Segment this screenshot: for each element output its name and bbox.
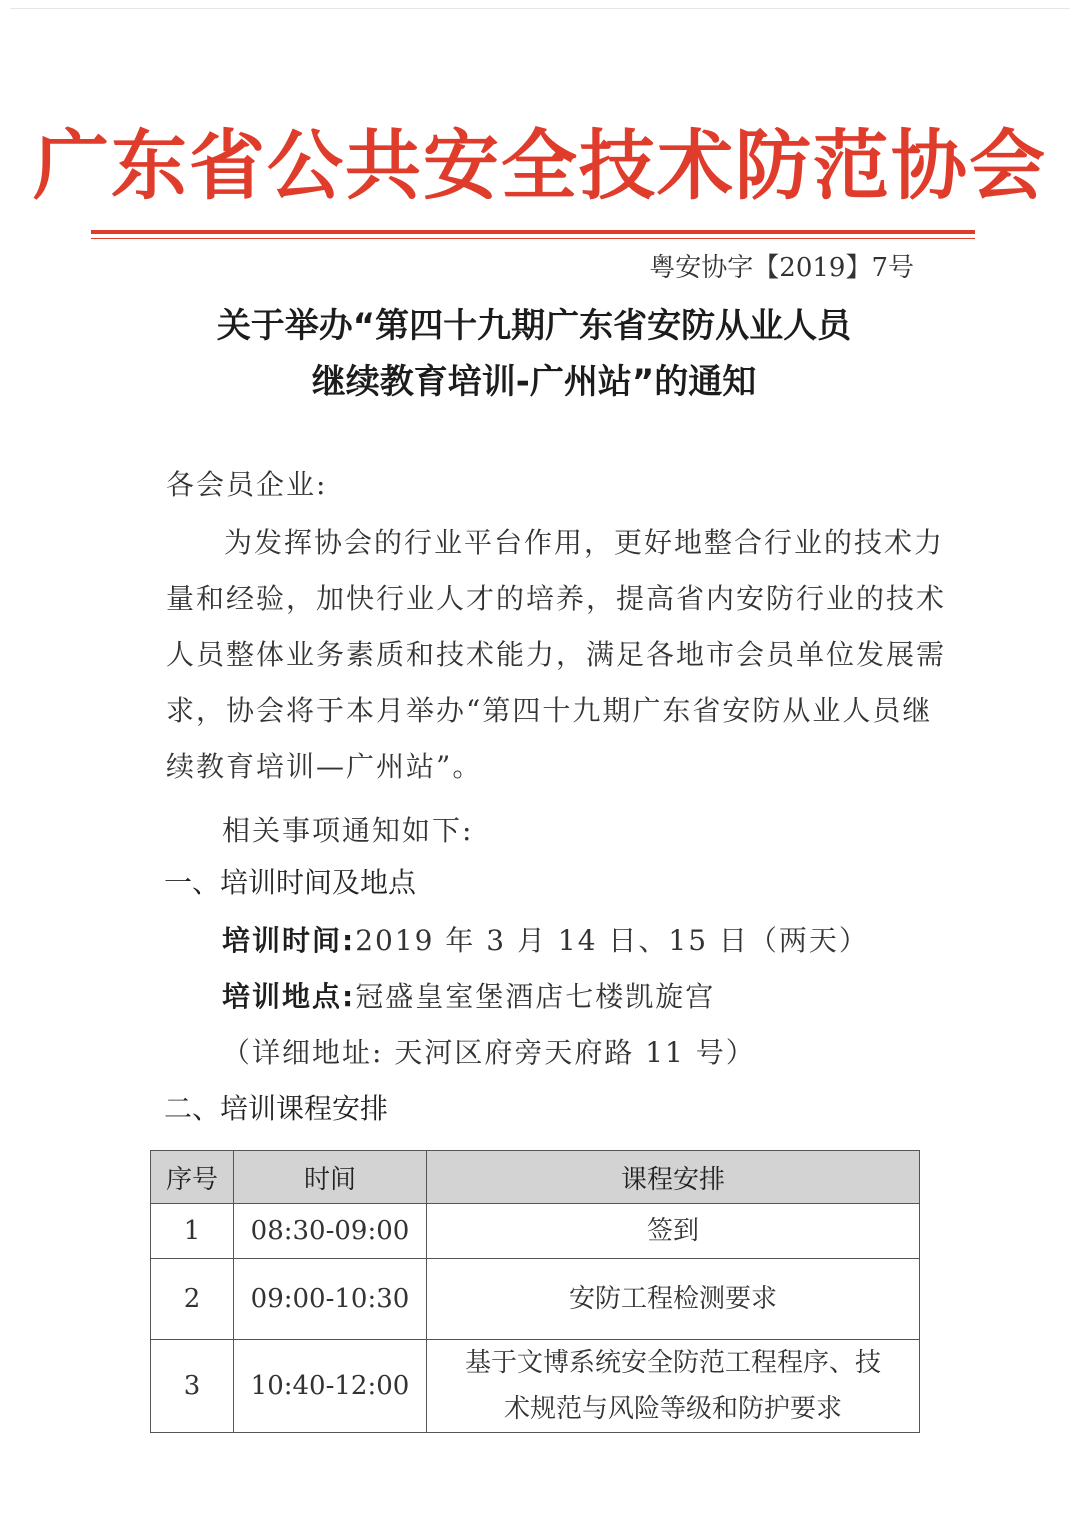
schedule-table xyxy=(150,1150,920,1433)
row-time: 08:30-09:00 xyxy=(234,1204,427,1259)
training-place-label: 培训地点: xyxy=(222,980,356,1013)
section-1-heading: 一、培训时间及地点 xyxy=(164,866,417,899)
intro-line-2: 量和经验，加快行业人才的培养，提高省内安防行业的技术 xyxy=(166,582,947,615)
intro-line-5: 续教育培训—广州站”。 xyxy=(166,750,483,783)
row-course-line-1: 基于文博系统安全防范工程程序、技 xyxy=(464,1348,881,1378)
notice-title-line-1: 关于举办“第四十九期广东省安防从业人员 xyxy=(216,306,852,346)
org-letterhead-title: 广东省公共安全技术防范协会 xyxy=(33,121,1047,210)
header-index: 序号 xyxy=(151,1151,234,1204)
salutation: 各会员企业: xyxy=(166,468,328,501)
letterhead-rule-thick xyxy=(91,230,975,234)
table-row xyxy=(151,1259,920,1340)
header-course: 课程安排 xyxy=(427,1151,920,1204)
row-index: 1 xyxy=(151,1204,234,1259)
table-row xyxy=(151,1340,920,1433)
training-time xyxy=(222,924,869,958)
training-place xyxy=(222,980,715,1014)
row-course-line-2: 术规范与风险等级和防护要求 xyxy=(503,1394,842,1424)
row-course: 安防工程检测要求 xyxy=(427,1259,920,1340)
row-time: 10:40-12:00 xyxy=(234,1340,427,1433)
intro-line-4: 求，协会将于本月举办“第四十九期广东省安防从业人员继 xyxy=(166,694,933,727)
notice-line: 相关事项通知如下: xyxy=(222,814,474,847)
intro-line-1: 为发挥协会的行业平台作用，更好地整合行业的技术力 xyxy=(224,526,945,559)
training-place-value: 冠盛皇室堡酒店七楼凯旋宫 xyxy=(355,980,716,1013)
table-header-row xyxy=(151,1151,920,1204)
document-number: 粤安协字【2019】7号 xyxy=(649,253,914,283)
training-time-label: 培训时间: xyxy=(222,924,356,957)
table-row xyxy=(151,1204,920,1259)
notice-title-line-2: 继续教育培训-广州站”的通知 xyxy=(311,362,757,402)
section-2-heading: 二、培训课程安排 xyxy=(164,1092,389,1125)
header-time: 时间 xyxy=(234,1151,427,1204)
row-index: 2 xyxy=(151,1259,234,1340)
training-address: （详细地址: 天河区府旁天府路 11 号） xyxy=(222,1036,756,1069)
row-course: 签到 xyxy=(427,1204,920,1259)
intro-line-3: 人员整体业务素质和技术能力，满足各地市会员单位发展需 xyxy=(166,638,947,671)
row-index: 3 xyxy=(151,1340,234,1433)
row-time: 09:00-10:30 xyxy=(234,1259,427,1340)
row-course xyxy=(427,1340,920,1433)
letterhead-rule-thin xyxy=(91,238,975,239)
training-time-value: 2019 年 3 月 14 日、15 日（两天） xyxy=(355,924,869,957)
